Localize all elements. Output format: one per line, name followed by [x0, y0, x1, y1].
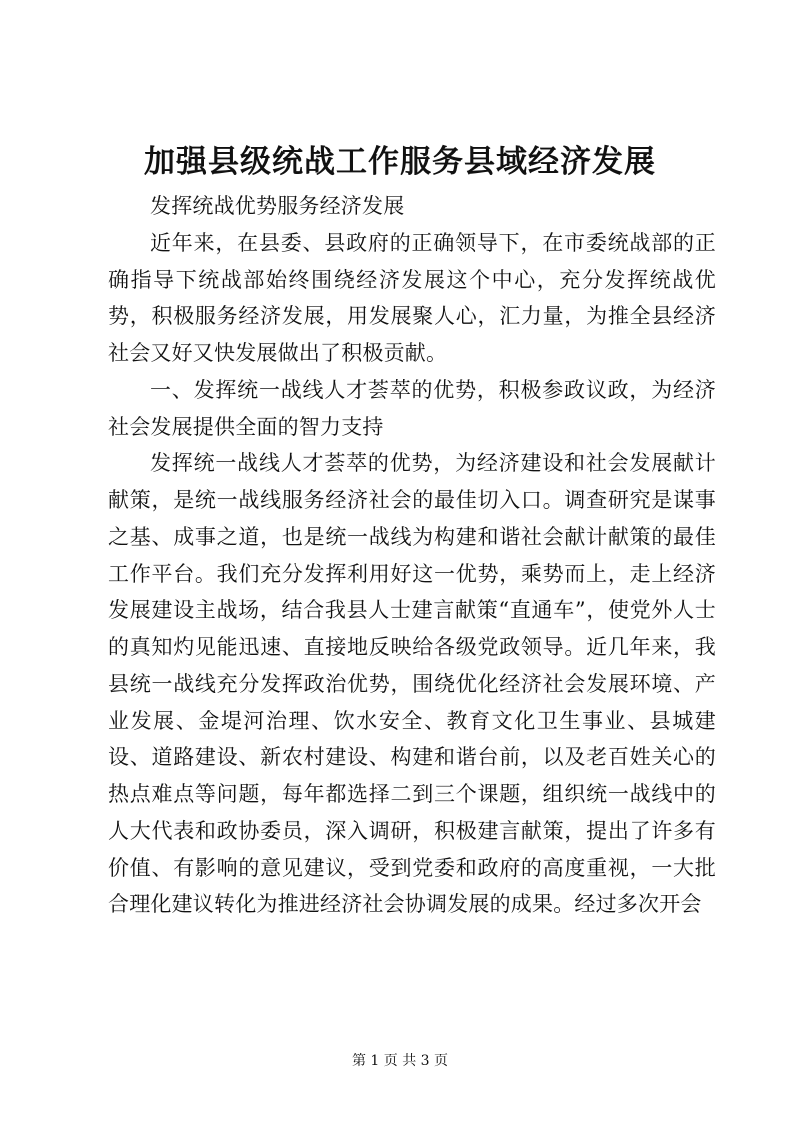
paragraph-section-heading: 一、发挥统一战线人才荟萃的优势，积极参政议政，为经济社会发展提供全面的智力支持	[108, 377, 716, 439]
document-body	[108, 188, 716, 923]
page-number-footer: 第 1 页 共 3 页	[351, 1053, 449, 1069]
paragraph-section-body: 发挥统一战线人才荟萃的优势，为经济建设和社会发展献计献策，是统一战线服务经济社会的最佳切入口。调查研究是谋事之基、成事之道，也是统一战线为构建和谐社会献计献策的最佳工作平台。我们充分发挥利用好这一优势，乘势而上，走上经济发展建设主战场，结合我县人士建言献策“直通车”，使党外人士的真知灼见能迅速、直接地反映给各级党政领导。近几年来，我县统一战线充分发挥政治优势，围绕优化经济社会发展环境、产业发展、金堤河治理、饮水安全、教育文化卫生事业、县城建设、道路建设、新农村建设、构建和谐台前，以及老百姓关心的热点难点等问题，每年都选择二到三个课题，组织统一战线中的人大代表和政协委员，深入调研，积极建言献策，提出了许多有价值、有影响的意见建议，受到党委和政府的高度重视，一大批合理化建议转化为推进经济社会协调发展的成果。经过多次开会	[108, 451, 716, 917]
document-title: 加强县级统战工作服务县域经济发展	[144, 144, 656, 180]
paragraph-subtitle: 发挥统战优势服务经济发展	[150, 194, 405, 218]
paragraph-intro: 近年来，在县委、县政府的正确领导下，在市委统战部的正确指导下统战部始终围绕经济发展这个中心，充分发挥统战优势，积极服务经济发展，用发展聚人心，汇力量，为推全县经济社会又好又快发展做出了积极贡献。	[108, 230, 716, 365]
